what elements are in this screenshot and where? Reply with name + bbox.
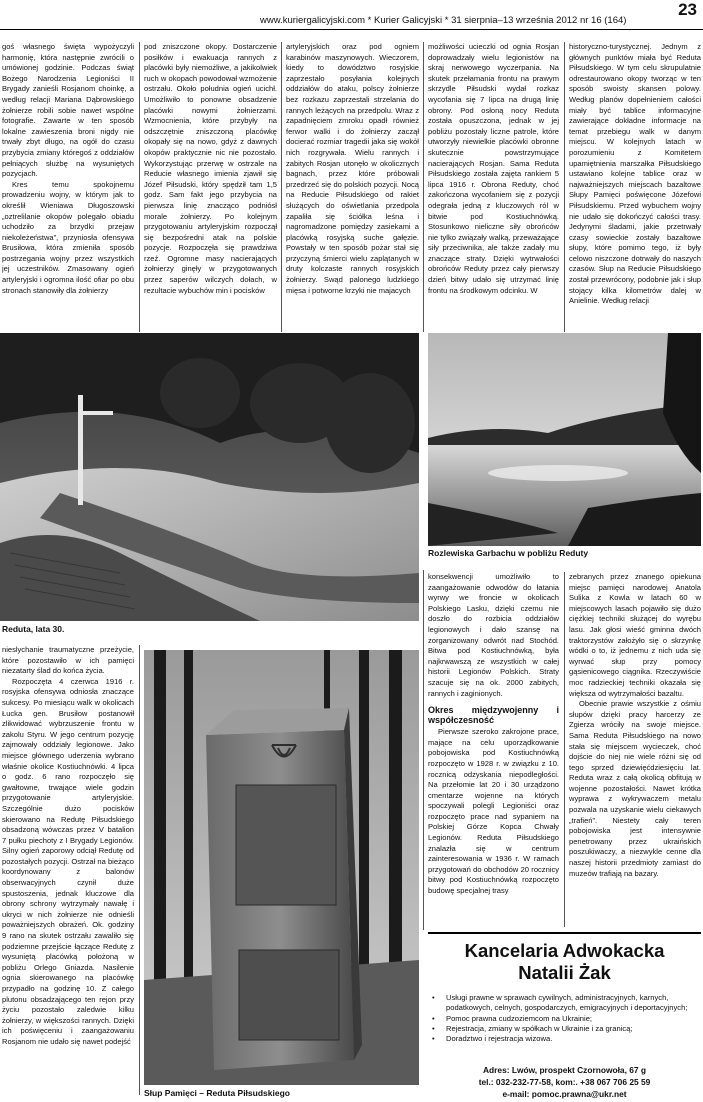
ad-service-item: • Usługi prawne w sprawach cywilnych, administracyjnych, karnych, podatkowych, celnych, gospodarczych, emigracyjnych i deportacyjnych; [428,993,701,1014]
article-column-4-lower [428,572,559,930]
header-publication-line: www.kuriergalicyjski.com * Kurier Galicyjski * 31 sierpnia–13 września 2012 nr 16 (164) [260,15,627,26]
paragraph: Obecnie prawie wszystkie z ośmiu słupów dzięki pracy harcerzy ze Zgierza wróciły na swoje miejsce. Sama Reduta Piłsudskiego na nowo stała się miejscem wycieczek, choć dojście do niej nie wiele różni się od tego sprzed dziewięćdziesięciu lat. Reduta wraz z całą okolicą obfitują w wojenne pozostałości. Nawet krótka wyprawa z wykrywaczem metalu pozwala na uzyskanie wielu ciekawych „trafień”. Niestety cały teren pobojowiska jest intensywnie penetrowany przez ukraińskich poszukiwaczy, a niezwykle cenne dla naszej historii przedmioty zamiast do muzeów trafiają na bazary. [569,699,701,878]
column-divider [564,42,565,332]
ad-service-item: • Rejestracja, zmiany w spółkach w Ukrainie i za granicą; [428,1024,701,1034]
column-divider [139,645,140,1095]
column-divider [139,42,140,332]
memorial-pillar-caption: Słup Pamięci – Reduta Piłsudskiego [144,1088,290,1098]
article-column-1 [2,42,134,332]
paragraph: możliwości ucieczki od ognia Rosjan doprowadzały wielu legionistów na skraj nerwowego wyczerpania. Na skutek przełamania frontu na prawym skrzydle Piłsudski wydał rozkaz wycofania się 7 lipca na drugą linię obrony. Pod osłoną nocy Reduta została opuszczona, jednak w jej pobliżu pozostały liczne patrole, które utworzyły niewielkie placówki obronne skutecznie powstrzymujące nacierających Rosjan. Sama Reduta Piłsudskiego została zajęta rankiem 5 lipca 1916 r. Obrona Reduty, choć zakończona wycofaniem się z pozycji odegrała jedną z kluczowych ról w bitwie pod Kostiuchnówką. Stosunkowo nieliczne siły obrońców nie tylko związały walką, przeważające siły przeciwnika, ale także zadały mu znaczące straty. Dzięki wytrwałości obrońców Reduty przez cały pierwszy dzień bitwy udało się utrzymać linię frontu na środkowym odcinku. W [428,42,559,295]
lake-photo-caption: Rozlewiska Garbachu w pobliżu Reduty [428,548,589,558]
paragraph: konsekwencji umożliwiło to zaangażowanie odwodów do łatania wyrwy we froncie w okolicach Polskiego Lasku, dzięki czemu nie doszło do rozbicia oddziałów legionowych i dało szansę na zorganizowany odwrót nad Stochód. Bitwa pod Kostiuchnówką, była najkrwawszą ze wszystkich w całej historii Legionów Polskich. Straty szacuje się na ok. 2000 zabitych, rannych i zaginionych. [428,572,559,698]
ad-title-line-1: Kancelaria Adwokacka [464,940,665,961]
article-column-2 [144,42,277,332]
trench-photo [0,333,419,621]
paragraph: artyleryjskich oraz pod ogniem karabinów maszynowych. Wieczorem, kiedy to dowództwo rosyjskie zaprzestało posyłania kolejnych oddziałów do ataku, polscy żołnierze bez rozkazu zaprzestali strzelania do rannych leżących na przedpolu. Wraz z zapadnięciem zmroku opadł również ferwor walki i do żołnierzy zaczął docierać rozmiar tragedii jaka się wokół nich rozgrywała. Wielu rannych i zabitych Rosjan utonęło w okolicznych bagnach, przez które próbowali przedrzeć się do polskich pozycji. Nocą na Reducie Piłsudskiego od rakiet służących do oświetlania przedpola zapaliła się ściółka leśna i nagromadzone pomiędzy zasiekami a placówką rosyjską suche gałęzie. Powstały w ten sposób pożar stał się przyczyną śmierci wielu zaplątanych w druty kolczaste rannych rosyjskich żołnierzy. Swąd palonego ludzkiego mięsa i potworne krzyki nie majacych [286,42,419,295]
ad-contact [428,1064,701,1100]
article-column-4 [428,42,559,332]
article-column-1-lower [2,645,134,1100]
column-divider [423,570,424,930]
article-column-5-lower [569,572,701,930]
paragraph: goś własnego święta wypożyczyli harmonię, która następnie zwrócili o umówionej godzinie. Podczas świąt Bożego Narodzenia Legioniści II Brygady zanieśli Rosjanom choinkę, a według relacji Mariana Dąbrowskiego żołnierze robili sobie nawet wspólne fotografie. Zawarte w ten sposób lokalne zawieszenia broni nigdy nie trwały zbyt długo, na ogół do czasu przybycia zmiany któregoś z oddziałów pełniących służbę na wysuniętych pozycjach. [2,42,134,179]
paragraph: zebranych przez znanego opiekuna miejsc pamięci narodowej Anatola Sulika z Kowla w latach 60 w miejscowych lasach pojawiło się dużo ciężkiej techniki służącej do wyrębu lasu. Jak głosi wieść gminna dwóch traktorzystów założyło się o skrzynkę wódki o to, iż jednemu z nich uda się wyrwać słup przy pomocy gąsienicowego ciągnika. Rzeczywiście moc radzieckiej techniki okazała się większa od wytrzymałości bazaltu. [569,572,701,698]
memorial-pillar-photo [144,650,419,1085]
paragraph: pod zniszczone okopy. Dostarczenie posiłków i ewakuacja rannych z placówki były niemożliwe, a jakikolwiek ruch w okopach powodował wzmożenie ostrzału. Około południa ogień ucichł. Umożliwiło to ponowne obsadzenie placówki nowymi żołnierzami. Wzmocnienia, które przybyły na odszczętnie zniszczoną placówkę okopały się na nowo, gdyż z dawnych okopów praktycznie nic nie pozostało. Wykorzystując przerwę w ostrzale na Reducie własnego imienia zjawił się Józef Piłsudski, który spędził tam 1,5 godz. Sam fakt jego przybycia na pierwsza linię znacząco podniósł morale żołnierzy. Po kolejnym przygotowaniu artyleryjskim rozpoczął się bezpośredni atak na polskie pozycje. Rozpoczęła się prawdziwa rzeź. Ogromne masy nacierających żołnierzy ginęły w przygotowanych przez saperów wilczych dołach, w rezultacie wybuchów min i pocisków [144,42,277,295]
page-number: 23 [678,0,697,19]
paragraph: Pierwsze szeroko zakrojone prace, mające na celu uporządkowanie pobojowiska pod Kostiuchnówką rozpoczęto w 1928 r. w związku z 10. rocznicą odzyskania niepodległości. Na przełomie lat 20 i 30 urządzono cmentarze wojenne na których spoczywali polegli Legioniści oraz rozpoczęto prace nad sypaniem na Polskiej Górze Kopca Chwały Legionów. Reduta Piłsudskiego znalazła się w centrum zainteresowania w 1936 r. W ramach przygotowań do obchodów 20 rocznicy bitwy pod Kostiuchnówką rozpoczęto budowę specjalnej trasy [428,727,559,896]
ad-title-line-2: Natalii Żak [518,962,611,983]
ad-service-item: • Pomoc prawna cudzoziemcom na Ukrainie; [428,1014,701,1024]
paragraph: historyczno-turystycznej. Jednym z głównych punktów miała być Reduta Piłsudskiego. W tym celu skrupulatnie odrestaurowano okopy tworząc w ten sposób swoisty skansen polowy. Według planów dopełnieniem całości miały być tablice informacyjne zawierające dokładne informacje na temat przebiegu walk w danym miejscu. W kolejnych latach w porozumieniu z Komitetem upamiętnienia marszałka Piłsudskiego ustawiano kolejne tablice oraz w najważniejszych miejscach bazaltowe Słupy Pamięci poświęcone Józefowi Piłsudskiemu. Przed wybuchem wojny nie udało się dokończyć całości trasy. Jedynymi śladami, jakie przetrwały czasy sowieckie zostały bazaltowe słupy, które pomimo tego, iż były celowo niszczone dotrwały do naszych czasów. Słup na Reducie Piłsudskiego został przewrócony, podobnie jak i słup stojący kilka kilometrów dalej w Anielinie. Według relacji [569,42,701,306]
ad-title [428,940,701,984]
column-divider [423,42,424,332]
paragraph: Rozpoczęta 4 czerwca 1916 r. rosyjska ofensywa odniosła znaczące sukcesy. Po miesiącu walk w okolicach Łucka gen. Brusiłow postanowił zlikwidować wybrzuszenie frontu w zakolu Styru. W jego centrum pozycję zajmowały oddziały legionowe. Jako miejsce głównego uderzenia wybrano właśnie okolice Kostiuchnówki. 4 lipca o godz. 6 rano rozpoczęło się gwałtowne, trwające wiele godzin przygotowanie artyleryjskie. Szczególnie dużo pocisków skierowano na Redutę Piłsudskiego obsadzoną wówczas przez V batalion 7 pułku piechoty z I Brygady Legionów. Silny ogień zaporowy odciął Redutę od pozostałych pozycji. Ostrzał na bieżąco koordynowany z balonów obserwacyjnych czynił duże spustoszenia, jednak kluczowe dla obrony schrony wytrzymały nawałę i ukryci w nich żołnierze nie odnieśli poważniejszych obrażeń. Ok. godziny 9 rano na skutek ostrzału zawaliło się podziemne przejście łączące Redutę z wysuniętą placówką położoną w pobliżu Orlego Gniazda. Nasilenie ognia skierowanego na placówkę przypadło na godzinę 10. Z całego plutonu obsadzającego ten rejon przy życiu pozostało zaledwie kilku żołnierzy, w większości rannych. Dzięki ich poświęceniu i zaangażowaniu Rosjanom nie udało się nawet podejść [2,676,134,1046]
ad-phone: tel.: 032-232-77-58, kom:. +38 067 706 25 59 [478,1077,651,1087]
ad-service-item: • Doradztwo i rejestracja wizowa. [428,1034,701,1044]
header-rule [0,29,703,30]
article-column-3 [286,42,419,332]
column-divider [564,572,565,927]
paragraph: Kres temu spokojnemu prowadzeniu wojny, w którym jak to określił Wieniawa Długoszowski „oztrelilanie okopów polegało obiadu uchodziło za brzydki przejaw niekoleżeństwa”, przyniosła ofensywa Brusiłowa, która zmieniła sposób postrzegania wojny przez wszystkich jej uczestników. Zmasowany ogień artyleryjski i ogromna ilość ofiar po obu stronach stanowiły dla żołnierzy [2,179,134,295]
section-heading: Okres międzywojenny i współczesność [428,705,559,726]
ad-services-list [428,993,701,1044]
ad-email[interactable]: e-mail: pomoc.prawna@ukr.net [502,1089,627,1099]
lake-photo [428,333,701,546]
article-column-5 [569,42,701,332]
column-divider [281,42,282,332]
trench-photo-caption: Reduta, lata 30. [2,624,65,634]
ad-address: Adres: Lwów, prospekt Czornowoła, 67 g [482,1065,647,1075]
paragraph: nieslychanie traumatyczne przeżycie, które pozostawiło w ich pamięci niezatarty ślad do końca życia. [2,645,134,676]
